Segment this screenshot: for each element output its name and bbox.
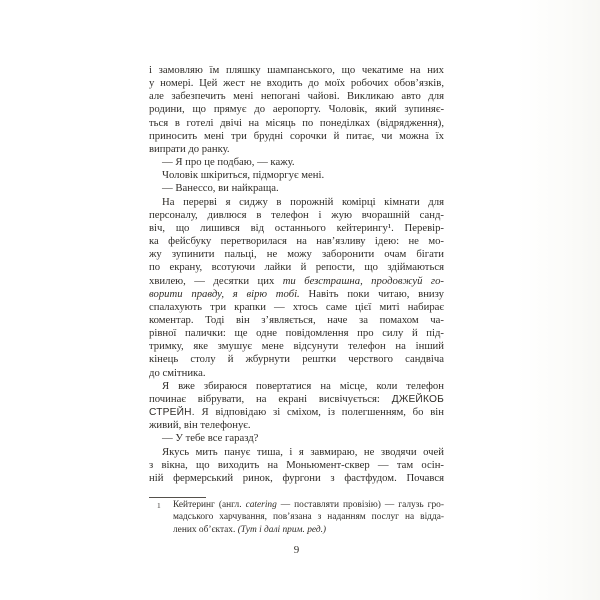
body-text-line-segment: з вікна, що виходить на Моньюмент-сквер — там осін- xyxy=(149,458,444,471)
body-text-line-segment: кінець столу й жбурнути рештки черствого сандвіча xyxy=(149,353,444,366)
body-text-line xyxy=(149,248,444,261)
body-text-line-segment: СТРЕЙН. xyxy=(149,407,195,419)
body-text xyxy=(149,64,444,485)
body-text-line-segment: жу зупинити пальці, не можу заборонити очам бігати xyxy=(149,248,444,261)
body-text-line-segment: — У тебе все гаразд? xyxy=(162,432,259,445)
body-text-line xyxy=(149,103,444,116)
body-text-line-segment: до смітника. xyxy=(149,366,206,379)
body-text-line xyxy=(149,353,444,366)
body-text-line-segment: спалахують три крапки — хтось саме цієї миті набирає xyxy=(149,300,444,313)
body-text-line-segment: родини, що прямує до аеропорту. Чоловік, який зупиняє- xyxy=(149,103,444,116)
body-text-line xyxy=(149,143,444,156)
footnote-text-line-segment: catering xyxy=(245,500,277,510)
body-text-line xyxy=(149,130,444,143)
body-text-line xyxy=(149,169,444,182)
footnote-text-line-segment: — поставляти провізію) — галузь гро- xyxy=(276,500,444,510)
body-text-line-segment: Якусь мить панує тиша, і я завмираю, не зводячи очей xyxy=(162,445,444,458)
footnote-text-line xyxy=(173,524,444,536)
body-text-line xyxy=(149,90,444,103)
body-text-line-segment: починає вібрувати, на екрані висвічується: xyxy=(149,392,392,405)
body-text-line-segment: персоналу, дивлюся в телефон і жую вчорашній санд- xyxy=(149,208,444,221)
footnote-marker: 1 xyxy=(157,501,161,510)
body-text-line xyxy=(149,156,444,169)
body-text-line xyxy=(149,275,444,288)
body-text-line-segment: і замовляю їм пляшку шампанського, що чекатиме на них xyxy=(149,64,444,76)
body-text-line xyxy=(149,288,444,301)
footnote-text-line xyxy=(173,499,444,511)
body-text-line xyxy=(149,117,444,130)
body-text-line-segment: коментар. Тоді він з’являється, наче за помахом ча- xyxy=(149,313,444,326)
body-text-line xyxy=(149,432,444,445)
body-text-line-segment: рівної палички: ще одне повідомлення про силу й під- xyxy=(149,327,444,340)
body-text-line xyxy=(149,64,444,77)
footnote-text-line xyxy=(173,511,444,523)
body-text-line xyxy=(149,367,444,380)
body-text-line-segment: випрати до ранку. xyxy=(149,142,230,155)
body-text-line-segment: хвилею, — десятки цих xyxy=(149,274,283,287)
body-text-line xyxy=(149,419,444,432)
footnote-text-line-segment: (Тут і далі прим. ред.) xyxy=(237,524,327,535)
body-text-line xyxy=(149,77,444,90)
body-text-line-segment: ться в готелі двічі на місяць по понеділках (відрядження), xyxy=(149,116,444,129)
body-text-line xyxy=(149,327,444,340)
body-text-line-segment: ворити правду, я вірю тобі. xyxy=(149,287,300,300)
body-text-line xyxy=(149,393,444,406)
body-text-line xyxy=(149,235,444,248)
body-text-line-segment: Навіть поки читаю, внизу xyxy=(299,287,444,300)
body-text-line xyxy=(149,380,444,393)
page-number: 9 xyxy=(293,544,300,556)
body-text-line-segment: Чоловік шкіриться, підморгує мені. xyxy=(162,169,325,182)
body-text-line xyxy=(149,182,444,195)
body-text-line xyxy=(149,196,444,209)
body-text-line-segment: по екрану, всотуючи лайки й репости, що здіймаються xyxy=(149,261,444,274)
footnote-text xyxy=(173,499,444,536)
body-text-line xyxy=(149,261,444,274)
body-text-line xyxy=(149,301,444,314)
body-text-line xyxy=(149,209,444,222)
body-text-line-segment: Я вже збираюся повертатися на місце, коли телефон xyxy=(162,379,444,392)
footnote-text-line-segment: лених об’єктах. xyxy=(173,524,238,535)
body-text-line xyxy=(149,446,444,459)
body-text-line-segment: ДЖЕЙКОБ xyxy=(391,393,444,405)
body-text-line-segment: приносить мені три брудні сорочки й питає, чи можна їх xyxy=(149,129,444,142)
body-text-line-segment: віч, що лишився від останнього кейтерингу¹. Перевір- xyxy=(149,221,444,234)
body-text-line-segment: але забезпечить мені непогані чайові. Викликаю авто для xyxy=(149,90,444,103)
body-text-line-segment: — Ванессо, ви найкраща. xyxy=(162,182,279,195)
body-text-line xyxy=(149,459,444,472)
body-text-line-segment: ній фермерський ринок, фургони з фастфудом. Почався xyxy=(149,471,444,484)
body-text-line xyxy=(149,340,444,353)
footnote xyxy=(149,499,444,536)
body-text-line-segment: ка фейсбуку перетворилася на нав’язливу ідею: не мо- xyxy=(149,235,444,248)
body-text-line-segment: На перерві я сиджу в порожній комірці кімнати для xyxy=(162,195,444,208)
body-text-line xyxy=(149,222,444,235)
body-text-line-segment: живий, він телефонує. xyxy=(149,419,251,432)
body-text-line xyxy=(149,472,444,485)
body-text-line xyxy=(149,406,444,419)
body-text-line-segment: у номері. Цей жест не входить до моїх робочих обов’язків, xyxy=(149,77,444,90)
footnote-text-line-segment: мадського харчування, пов’язана з наданням послуг на відда- xyxy=(173,512,444,523)
body-text-line-segment: ти безстрашна, продовжуй го- xyxy=(282,274,444,287)
body-text-line-segment: — Я про це подбаю, — кажу. xyxy=(162,156,295,169)
body-text-line-segment: тримку, яке змушує мене відсунути телефон на інший xyxy=(149,340,444,353)
body-text-line xyxy=(149,314,444,327)
body-text-line-segment: Я відповідаю зі сміхом, із полегшенням, бо він xyxy=(194,406,444,419)
footnote-text-line-segment: Кейтеринг (англ. xyxy=(173,500,246,510)
